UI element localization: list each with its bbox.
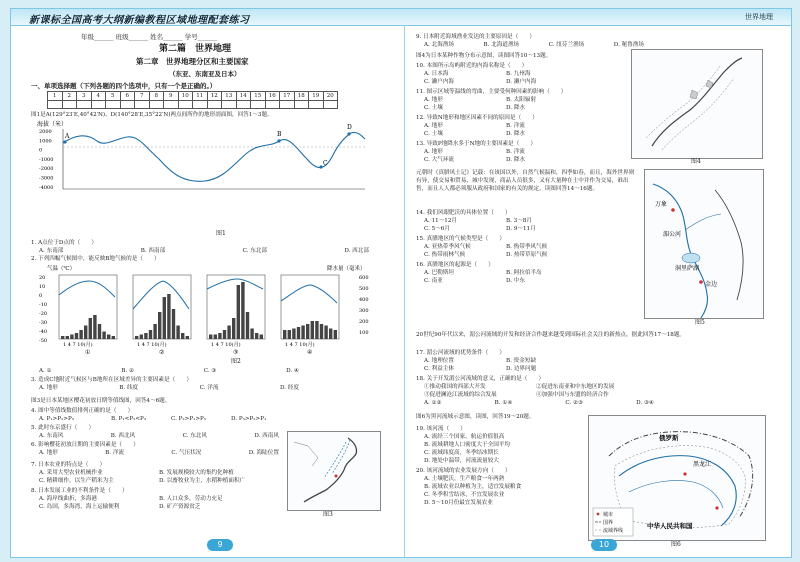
answer-grid-number: 14 [236,92,251,101]
point-a [63,140,66,143]
q3-options [39,384,299,392]
q8-option-b[interactable]: B. 人口众多，劳动力充足 [159,496,223,502]
fig2-month-axis: 1 4 7 10(月) [285,342,315,348]
q16-option-d[interactable]: D. 中东 [506,278,526,284]
section-heading: 一、单项选择题（下列各题的四个选项中，只有一个是正确的。） [31,82,217,90]
q5-option-d[interactable]: D. 西南风 [254,433,279,439]
precip-bar [75,333,78,339]
precip-bar [241,282,244,339]
answer-grid-cell[interactable] [120,101,135,109]
fig2-temp-tick: -20 [39,311,48,317]
precip-bar [135,336,138,339]
question-10: 10. 本图所示岛屿附近的内海名称是（ ） [416,63,528,69]
q2-option-d[interactable]: D. ④ [286,368,299,374]
precip-bar [153,324,156,339]
precip-bar [144,333,147,339]
fig2-precip-tick: 100 [359,330,369,336]
book-title: 新课标全国高考大纲新编教程区域地理配套练习 [29,15,250,26]
precip-bar [66,336,69,339]
q16-option-a[interactable]: A. 巴勒斯坦 [424,270,454,276]
fig6-label-heilongjiang: 黑龙江 [693,461,712,468]
q6-options [39,449,279,457]
precip-bar [227,326,230,340]
precip-bar [112,336,115,339]
q18-option-c[interactable]: C. ②③ [565,400,584,406]
answer-grid-number: 13 [222,92,237,101]
q2-option-c[interactable]: C. ③ [203,368,217,374]
answer-grid-number: 1 [48,92,63,101]
label-a: A [65,133,70,140]
answer-grid-number: 15 [251,92,266,101]
q12-option-c[interactable]: C. 土壤 [424,131,443,137]
q8-option-a[interactable]: A. 海岸线曲折，多海港 [39,496,97,502]
fig2-month-axis: 1 4 7 10(月) [137,342,167,348]
precip-bar [260,335,263,340]
answer-grid-cell[interactable] [62,101,77,109]
precip-bar [93,315,96,339]
question-7: 7. 日本农业的特点是（ ） [31,462,106,468]
question-17: 17. 湄公河流域的优势条件（ ） [416,350,505,356]
fig5-label-vientiane: 万象 [655,201,668,208]
answer-grid-number: 18 [294,92,309,101]
q1-option-b[interactable]: B. 西南部 [140,248,166,254]
fig2-month-axis: 1 4 7 10(月) [211,342,241,348]
q13-option-c[interactable]: C. 大气环流 [424,157,455,163]
q3-option-b[interactable]: B. 纬度 [119,385,139,391]
precip-bar [334,330,337,339]
q17-option-d[interactable]: D. 边界问题 [506,366,537,372]
precip-bar [297,327,300,339]
precip-bar [237,285,240,339]
figure-4-map [631,49,763,159]
question-20: 20. 该河流域的农业发展方向（ ） [416,468,511,474]
precip-bar [163,297,166,339]
answer-grid-cell[interactable] [164,101,179,109]
q2-options [39,367,299,375]
fig2-temp-tick: -40 [39,329,48,335]
q12-option-d[interactable]: D. 降水 [506,131,526,137]
q19-option-d[interactable]: D. 地处中温带，河流流量较大 [424,458,499,464]
precip-bar [186,336,189,339]
q11-option-a[interactable]: A. 地形 [424,97,443,103]
climate-chart-label: ② [159,349,165,355]
q9-option-a[interactable]: A. 北海渔场 [424,42,454,48]
q15-option-a[interactable]: A. 亚热带季风气候 [424,244,471,250]
question-4: 4. 图中等值线数值排列正确的是（ ） [31,408,134,414]
fig5-label-lake: 洞里萨湖 [675,265,700,272]
page-frame [10,8,792,558]
fig2-temp-label: 气温（℃） [47,266,76,272]
q14-option-d[interactable]: D. 9～11月 [506,226,536,232]
fig2-precip-tick: 200 [359,319,369,325]
precip-bar [232,318,235,339]
answer-grid-number: 4 [91,92,106,101]
q18-option-b[interactable]: B. ①④ [494,400,513,406]
climate-chart-label: ③ [233,349,239,355]
q5-option-a[interactable]: A. 东南风 [39,433,64,439]
q17-option-c[interactable]: C. 利益主体 [424,366,455,372]
label-d: D [347,124,352,131]
answer-grid-number: 11 [193,92,208,101]
answer-grid-number: 6 [120,92,135,101]
q20-option-b[interactable]: B. 流域农业以种植为主，适宜发展粮食 [424,484,522,490]
answer-grid-number: 10 [178,92,193,101]
fig1-ytick: 2000 [39,129,52,135]
q12-option-a[interactable]: A. 地形 [424,123,443,129]
q3-option-d[interactable]: D. 经度 [279,385,299,391]
fig1-ytick: -3000 [39,175,54,182]
q4-option-c[interactable]: C. P₂>P₁>P₃ [171,416,207,422]
page-fold [404,25,405,557]
answer-grid-cell[interactable] [309,101,324,109]
q12-option-b[interactable]: B. 洋流 [506,123,525,129]
point-b [277,139,280,142]
intro-10-13: 图4为日本某种作物分布示意图，读图回答10～13题。 [416,53,552,59]
precip-bar [283,330,286,339]
fig2-precip-tick: 300 [359,308,369,314]
fig2-precip-tick: 400 [359,297,369,303]
q14-option-b[interactable]: B. 3～8月 [506,218,532,224]
answer-grid-number: 12 [207,92,222,101]
answer-grid-number: 2 [62,92,77,101]
q13-option-d[interactable]: D. 降水 [506,157,526,163]
q3-option-c[interactable]: C. 洋流 [199,385,219,391]
q2-option-a[interactable]: A. ① [39,368,52,374]
q9-option-c[interactable]: C. 纽芬兰渔场 [548,42,585,48]
q5-option-c[interactable]: C. 东北风 [182,433,207,439]
q10-option-d[interactable]: D. 濑户内海 [506,79,537,85]
q18-option-a[interactable]: A. ①② [424,400,442,406]
question-8: 8. 日本发展工业的不利条件是（ ） [31,488,128,494]
intro-17-18: 20世纪90年代以来，湄公河流域的开发和经济合作越来越受到国际社会关注的新热点，据此回答17～18题。 [416,332,686,338]
precip-bar [311,321,314,339]
fig1-ylabel: 海拔（米） [37,121,68,128]
question-16: 16. 真腊地区的起源是（ ） [416,262,494,268]
fig2-temp-tick: 10 [39,284,46,290]
answer-grid-number: 20 [323,92,338,101]
precip-bar [140,335,143,340]
answer-grid-cell[interactable] [294,101,309,109]
question-15: 15. 真腊地区的气候类型是（ ） [416,236,505,242]
q15-option-d[interactable]: D. 热带草原气候 [506,252,548,258]
answer-grid-cell[interactable] [251,101,266,109]
q6-option-a[interactable]: A. 地形 [39,450,58,456]
q18-statement-1: ①推动我国的西部大开发 [424,384,486,390]
climate-chart-label: ① [85,349,91,355]
precip-bar [301,326,304,340]
answer-grid-cell[interactable] [193,101,208,109]
answer-grid-number: 3 [77,92,92,101]
answer-grid-cell[interactable] [91,101,106,109]
q8-option-c[interactable]: C. 岛国，多海湾，海上运输便利 [39,504,120,510]
answer-grid-cell[interactable] [280,101,295,109]
student-info-line: 年级______ 班级______ 姓名______ 学号______ [81,33,218,41]
chapter-title: 第二章 世界地理分区和主要国家 [136,57,249,66]
q19-option-a[interactable]: A. 流经三个国家，航运价值很高 [424,434,505,440]
precip-bar [84,326,87,340]
fig6-legend-border: 国界 [603,520,614,526]
page-number-left: 9 [207,539,233,551]
precip-bar [255,333,258,339]
precip-bar [79,330,82,339]
precip-bar [158,312,161,339]
answer-grid-cell[interactable] [106,101,121,109]
precip-bar [102,332,105,340]
figure-2-climate [35,263,375,355]
fig5-caption: 图5 [695,319,705,326]
q18-option-d[interactable]: D. ③④ [636,400,654,406]
climate-chart-label: ④ [307,349,313,355]
fig1-ytick: -2000 [39,166,54,173]
precip-bar [329,329,332,340]
q9-option-d[interactable]: D. 秘鲁渔场 [613,42,644,48]
precip-bar [209,335,212,340]
answer-grid-cell[interactable] [135,101,150,109]
figure-6-map [588,415,766,541]
q7-option-d[interactable]: D. 以畜牧业为主，水稻种植面积广 [159,478,246,484]
header-bar [11,9,791,26]
fig6-legend-basin: 流域界线 [603,528,624,534]
question-5: 5. 此时东京盛行（ ） [31,425,95,431]
q6-option-d[interactable]: D. 海陆位置 [248,450,279,456]
question-2: 2. 下列四幅气候图中，能反映B地气候的是（ ） [31,256,160,262]
q8-option-d[interactable]: D. 矿产资源贫乏 [159,504,201,510]
answer-grid-number: 9 [164,92,179,101]
precip-bar [167,294,170,339]
intro-4-6: 图3是日本某地区樱花初放日期等值线图，回答4～6题。 [31,398,171,404]
fig2-month-axis: 1 4 7 10(月) [63,342,93,348]
q2-option-b[interactable]: B. ② [121,368,135,374]
q19-option-b[interactable]: B. 流域耕地人口密度大于全国平均 [424,442,510,448]
answer-grid-cell[interactable] [207,101,222,109]
precip-bar [324,326,327,340]
fig1-ytick: -4000 [39,184,54,191]
page-number-right: 10 [591,539,617,551]
q7-option-b[interactable]: B. 发展规模较大的集约化种植 [159,470,234,476]
fig2-precip-label: 降水量（毫米） [327,266,366,272]
q18-statement-3: ③促进澜沧江流域的综合发展 [424,392,497,398]
fig2-precip-tick: 500 [359,286,369,292]
fig6-caption: 图6 [671,541,681,548]
q1-option-a[interactable]: A. 东南部 [39,248,64,254]
answer-grid-number: 19 [309,92,324,101]
fig6-label-china: 中华人民共和国 [647,522,693,530]
q16-option-c[interactable]: C. 南亚 [424,278,443,284]
answer-grid-number: 16 [265,92,280,101]
precip-bar [223,330,226,339]
subject-label: 世界地理 [745,13,773,21]
precip-bar [320,324,323,339]
q11-option-c[interactable]: C. 土壤 [424,105,443,111]
question-12: 12. 导致N地形和地区因素不同的原因是（ ） [416,115,538,121]
q1-option-d[interactable]: D. 西北部 [344,248,369,254]
fig2-precip-tick: 600 [359,275,369,281]
question-6: 6. 影响樱花初放日期的主要因素是（ ） [31,442,139,448]
passage-14-16: 元朝时《真腊风土记》记载：在该国以外，自然气候温和，四季如春，而且，海外世界则有异，使交易和贸易，城中发现，商品人员很多，又有大量种在土中并作为交易，谁出售，而且人人都必须服从政府和国家的有关的规定，读图回答14～16题。 [416,170,635,192]
answer-grid-number: 7 [135,92,150,101]
answer-grid-cell[interactable] [48,101,63,109]
region-title: （东亚、东南亚及日本） [169,70,241,78]
answer-grid-cell[interactable] [77,101,92,109]
fig3-caption: 图3 [323,511,333,518]
question-1: 1. A点位于D点的（ ） [31,240,97,246]
fig5-label-phnompenh: 金边 [705,281,718,288]
q10-option-a[interactable]: A. 日本海 [424,71,449,77]
q14-option-c[interactable]: C. 5～6月 [424,226,450,232]
climate-chart-2 [133,275,191,355]
climate-chart-3 [207,275,265,355]
fig1-ytick: -1000 [39,156,54,163]
answer-grid-number: 17 [280,92,295,101]
q4-option-d[interactable]: D. P₃>P₂>P₁ [231,416,267,422]
precip-bar [246,312,249,339]
q4-option-a[interactable]: A. P₁>P₂>P₃ [39,416,74,422]
q17-option-b[interactable]: B. 资金短缺 [506,358,537,364]
q1-option-c[interactable]: C. 东北部 [242,248,267,254]
part-title: 第二篇 世界地理 [159,44,232,54]
answer-grid-cell[interactable] [265,101,280,109]
label-b: B [277,131,282,138]
q10-option-b[interactable]: B. 九州海 [506,71,531,77]
precip-bar [98,324,101,339]
precip-bar [250,329,253,340]
question-3: 3. 造成C地附近气候区与B地所在区域差异的主要因素是（ ） [31,377,192,383]
fig1-caption: 图1 [216,230,226,237]
fig2-temp-tick: -10 [39,302,48,308]
precip-bar [149,330,152,339]
precip-bar [107,335,110,340]
question-18: 18. 关于开发湄公河流域的意义，正确的是（ ） [416,376,545,382]
q20-option-a[interactable]: A. 土壤肥沃，生产粮食一年两熟 [424,476,505,482]
point-d [347,132,350,135]
precip-bar [218,333,221,339]
q13-option-a[interactable]: A. 地形 [424,149,443,155]
answer-grid-number: 8 [149,92,164,101]
question-14: 14. 我们风眼肥沃的具体位置（ ） [416,210,511,216]
q20-option-d[interactable]: D. 5～10月份最宜发展农业 [424,500,493,506]
answer-grid-number: 5 [106,92,121,101]
question-13: 13. 导致P地降水多于N地的主要因素是（ ） [416,141,537,147]
q5-options [39,432,279,440]
precip-bar [288,330,291,339]
intro-1-3: 图1是A(129°23′E,40°42′N)、D(140°28′E,35°22′N)两点间所作的地形剖面图，回答1～3题。 [31,112,273,118]
climate-chart-1 [59,275,117,355]
answer-grid-cell[interactable] [236,101,251,109]
q9-options [424,41,644,49]
q5-option-b[interactable]: B. 西北风 [110,433,136,439]
q6-option-b[interactable]: B. 洋流 [105,450,125,456]
fig6-legend-city: 城市 [603,512,614,518]
fig2-temp-tick: 0 [39,293,43,299]
precip-bar [172,309,175,339]
fig2-caption: 图2 [231,358,241,365]
precip-bar [89,318,92,339]
figure-3-japan-map [287,431,381,511]
figure-1-profile [35,119,375,199]
profile-line [63,132,365,181]
q15-option-b[interactable]: B. 热带季风气候 [506,244,548,250]
answer-grid [47,91,338,109]
q16-option-b[interactable]: B. 阿拉伯半岛 [506,270,542,276]
fig4-caption: 图4 [691,158,701,165]
q4-option-b[interactable]: B. P₁<P₂<P₃ [111,416,147,422]
q18-statement-2: ②促进东南亚和中东地区的发展 [536,384,615,390]
q10-option-c[interactable]: C. 濑户内海 [424,79,455,85]
q19-option-c[interactable]: C. 流域纬度高，冬季结冰期长 [424,450,499,456]
fig1-ytick: 1000 [39,138,52,145]
climate-chart-4 [281,275,339,355]
q7-option-c[interactable]: C. 精耕细作，以生产稻米为主 [39,478,114,484]
q9-option-b[interactable]: B. 北海道渔场 [483,42,520,48]
precip-bar [176,326,179,340]
precip-bar [70,335,73,340]
answer-grid-cell[interactable] [323,101,338,109]
q7-option-a[interactable]: A. 采用大型农业机械作业 [39,470,103,476]
fig2-temp-tick: -30 [39,320,48,326]
q17-option-a[interactable]: A. 地理位置 [424,358,454,364]
precip-bar [292,329,295,340]
q18-choices [424,399,654,407]
question-19: 19. 该河流（ ） [416,426,466,432]
fig5-label-mekong: 湄公河 [663,231,682,238]
figure-5-map [644,169,764,319]
answer-grid-cell[interactable] [149,101,164,109]
q3-option-a[interactable]: A. 地形 [39,385,58,391]
q14-option-a[interactable]: A. 11～12月 [424,218,458,224]
precip-bar [315,321,318,339]
fig1-ytick: 0 [39,147,43,154]
precip-bar [306,324,309,339]
precip-bar [181,333,184,339]
q18-statement-4: ④加强中国与东盟的经济合作 [536,392,609,398]
q20-option-c[interactable]: C. 冬季积雪结冰，不宜发展农业 [424,492,505,498]
fig6-label-russia: 俄罗斯 [659,434,679,442]
q13-option-b[interactable]: B. 洋流 [506,149,525,155]
q11-option-d[interactable]: D. 降水 [506,105,526,111]
q15-option-c[interactable]: C. 热带雨林气候 [424,252,466,258]
q1-options [39,247,369,255]
q11-option-b[interactable]: B. 太阳辐射 [506,97,537,103]
precip-bar [214,335,217,340]
question-9: 9. 日本附近海域渔业发达的主要原因是（ ） [416,34,535,40]
fig2-temp-tick: 20 [39,275,46,281]
fig2-temp-tick: -50 [39,338,48,344]
intro-19-20: 图6为黑河流域示意图，读图，回答19～20题。 [416,414,535,420]
answer-grid-cell[interactable] [222,101,237,109]
label-c: C [323,160,328,167]
answer-grid-cell[interactable] [178,101,193,109]
question-11: 11. 图示区域等温线的弯曲，主要受何种因素的影响（ ） [416,89,567,95]
q6-option-c[interactable]: C. 气压状况 [171,450,202,456]
precip-bar [61,336,64,339]
